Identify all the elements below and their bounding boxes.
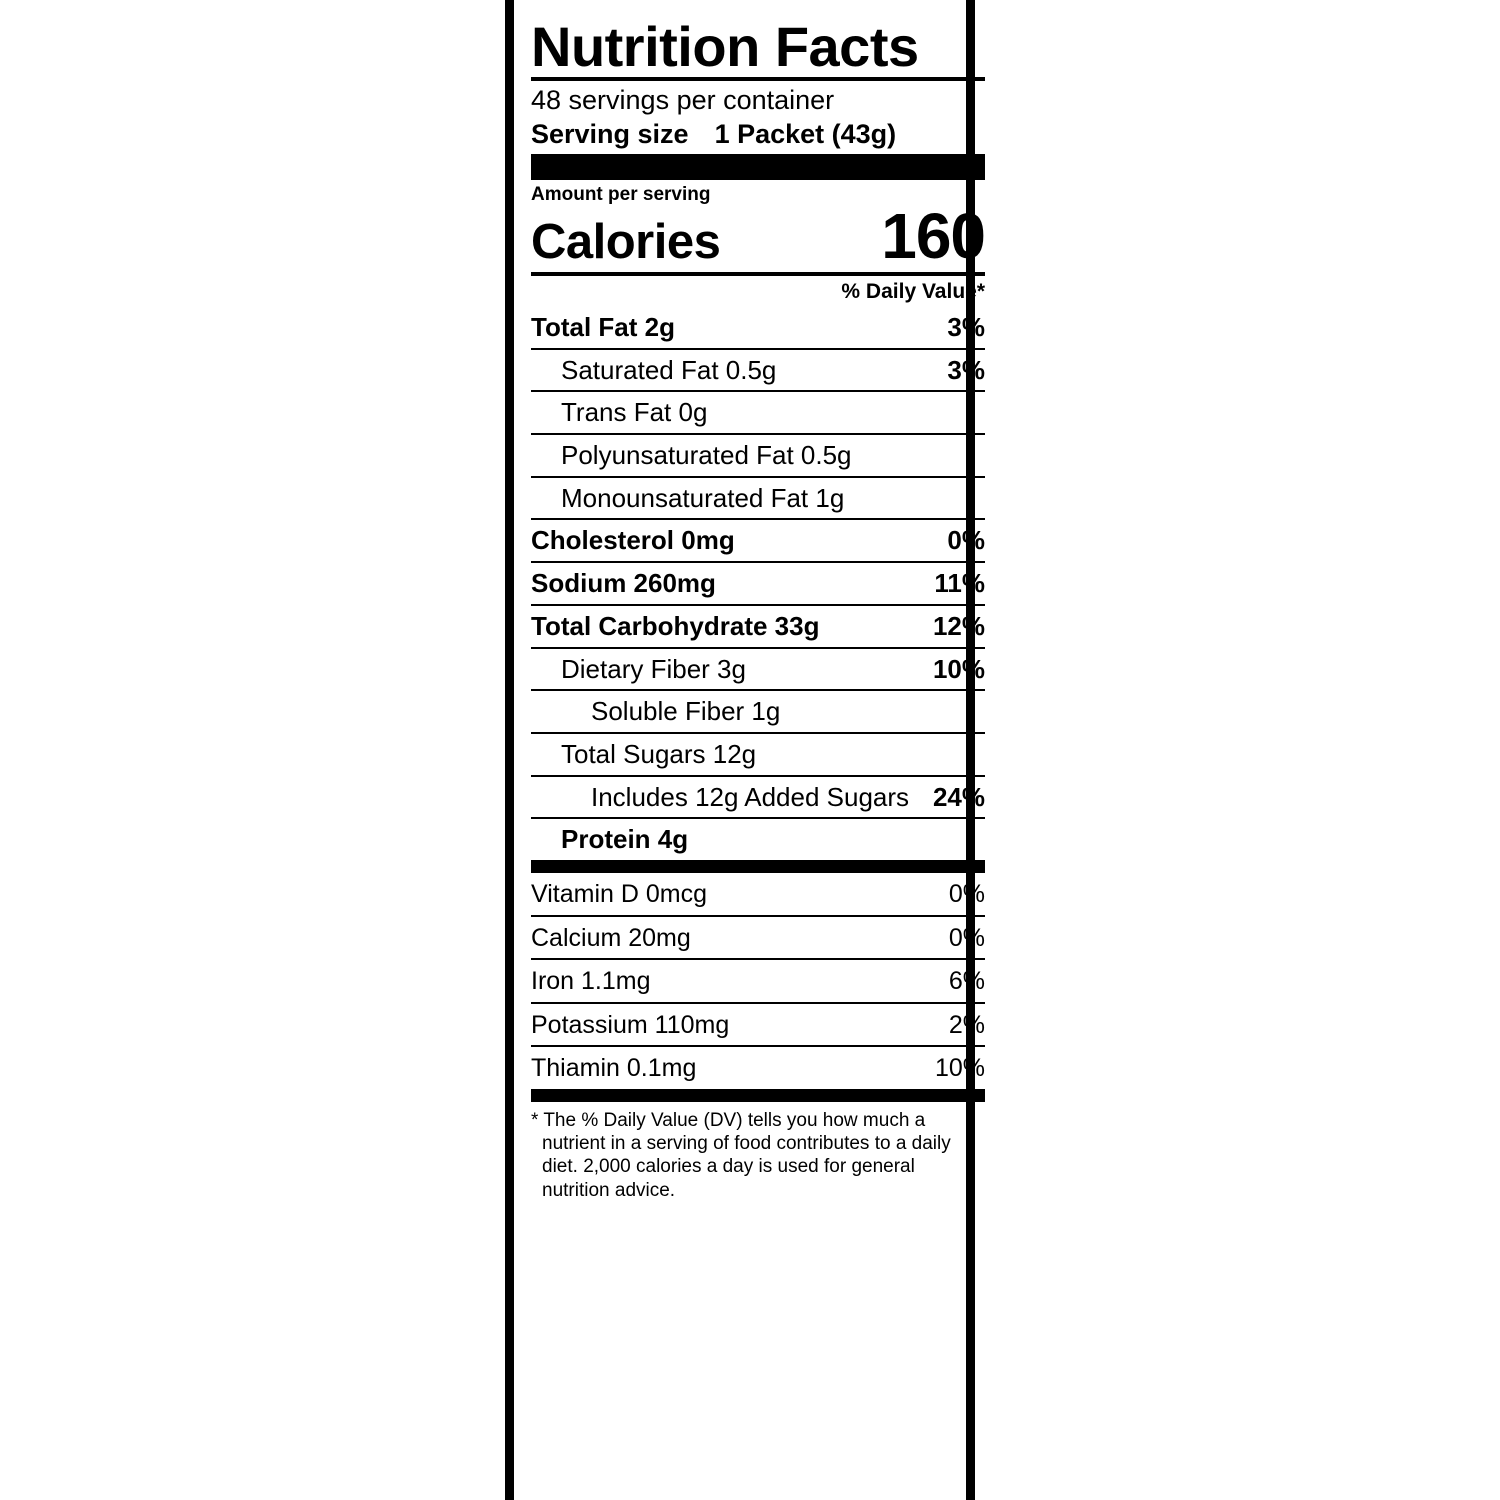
vitamin-row <box>531 960 985 1004</box>
nutrient-row <box>531 520 985 563</box>
nutrient-row <box>531 734 985 777</box>
nutrient-daily-value: 3% <box>947 354 985 385</box>
page-title: Nutrition Facts <box>531 0 985 81</box>
nutrient-row <box>531 563 985 606</box>
nutrient-daily-value: 24% <box>932 781 985 812</box>
nutrient-daily-value: 12% <box>932 610 985 641</box>
nutrient-name: Soluble Fiber 1g <box>591 696 781 727</box>
vitamin-daily-value: 6% <box>948 967 985 996</box>
nutrient-name: Total Fat 2g <box>531 311 675 342</box>
vitamin-row <box>531 917 985 961</box>
nutrient-name: Monounsaturated Fat 1g <box>561 482 845 513</box>
nutrient-row <box>531 649 985 692</box>
nutrient-daily-value: 0% <box>947 525 985 556</box>
nutrient-list <box>531 307 985 860</box>
nutrient-name: Saturated Fat 0.5g <box>561 354 777 385</box>
nutrient-name: Protein 4g <box>561 824 689 855</box>
nutrient-row <box>531 392 985 435</box>
nutrient-name: Dietary Fiber 3g <box>561 653 746 684</box>
nutrient-row <box>531 606 985 649</box>
nutrient-name: Total Sugars 12g <box>561 739 757 770</box>
serving-size-value: 1 Packet (43g) <box>714 118 897 149</box>
calories-row <box>531 199 985 276</box>
nutrient-row <box>531 478 985 521</box>
vitamin-daily-value: 2% <box>948 1010 985 1039</box>
nutrient-name: Total Carbohydrate 33g <box>531 610 820 641</box>
nutrient-row <box>531 307 985 350</box>
vitamin-list <box>531 873 985 1089</box>
vitamin-row <box>531 873 985 917</box>
calories-label: Calories <box>531 214 721 269</box>
vitamin-daily-value: 0% <box>948 880 985 909</box>
vitamin-daily-value: 0% <box>948 923 985 952</box>
vitamin-daily-value: 10% <box>934 1054 985 1083</box>
nutrient-daily-value: 10% <box>932 653 985 684</box>
nutrient-row <box>531 819 985 860</box>
calories-value: 160 <box>881 199 985 272</box>
nutrient-row <box>531 435 985 478</box>
serving-size-row <box>531 118 985 180</box>
nutrient-name: Trans Fat 0g <box>561 397 708 428</box>
footnote-text: * The % Daily Value (DV) tells you how much a nutrient in a serving of food contributes to a daily diet. 2,000 calories a day is used for general nutrition advice. <box>531 1109 951 1201</box>
vitamin-name: Thiamin 0.1mg <box>531 1054 697 1083</box>
nutrition-facts-inner <box>531 0 987 1202</box>
nutrient-name: Sodium 260mg <box>531 568 716 599</box>
vitamin-row <box>531 1047 985 1089</box>
footnote-divider <box>531 1089 985 1102</box>
nutrient-name: Polyunsaturated Fat 0.5g <box>561 439 852 470</box>
nutrient-row <box>531 691 985 734</box>
nutrient-row <box>531 777 985 820</box>
nutrition-facts-panel <box>505 0 985 1500</box>
daily-value-header: % Daily Value* <box>841 279 985 303</box>
serving-size-label: Serving size <box>531 118 689 149</box>
vitamin-name: Calcium 20mg <box>531 923 691 952</box>
vitamin-row <box>531 1004 985 1048</box>
vitamin-name: Vitamin D 0mcg <box>531 880 707 909</box>
vitamin-name: Potassium 110mg <box>531 1010 730 1039</box>
servings-per-container: 48 servings per container <box>531 84 835 115</box>
nutrient-name: Cholesterol 0mg <box>531 525 735 556</box>
nutrient-daily-value: 3% <box>947 311 985 342</box>
vitamin-name: Iron 1.1mg <box>531 967 651 996</box>
amount-per-serving-label: Amount per serving <box>531 183 711 205</box>
nutrient-daily-value: 11% <box>934 568 985 599</box>
nutrient-row <box>531 350 985 393</box>
nutrient-name: Includes 12g Added Sugars <box>591 781 910 812</box>
section-divider <box>531 860 985 873</box>
